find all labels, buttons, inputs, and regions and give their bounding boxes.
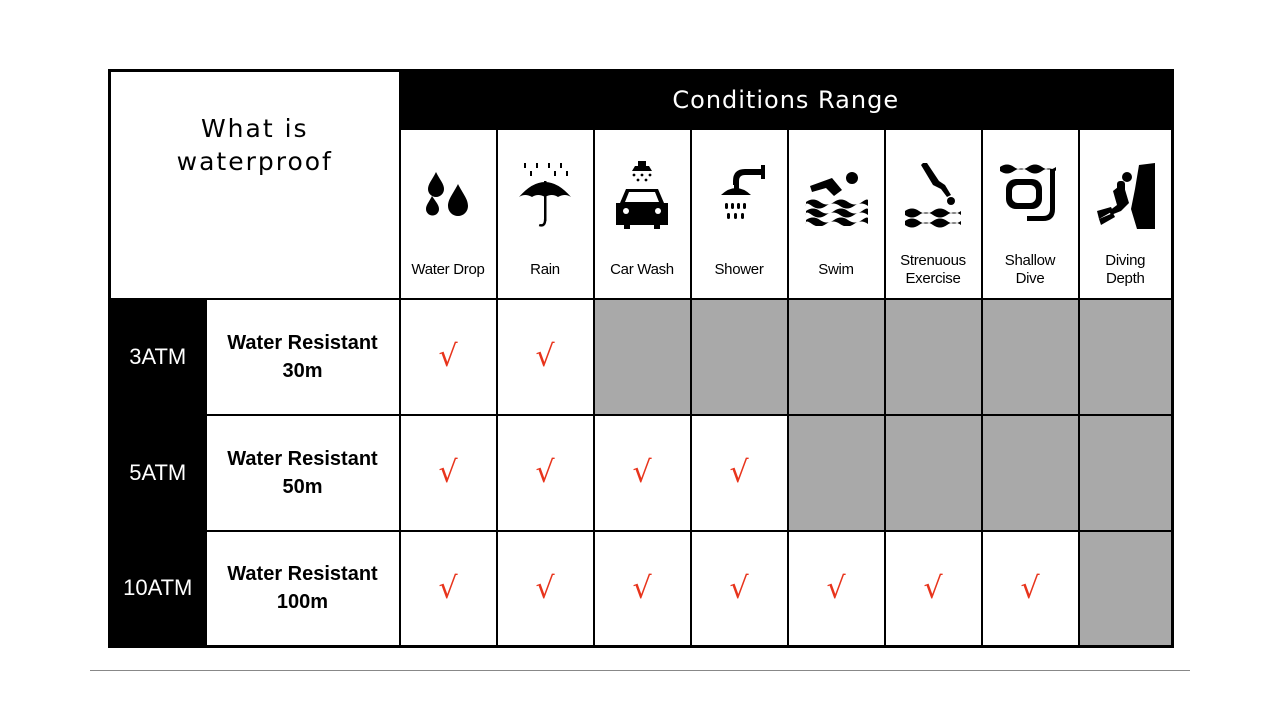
condition-label: Strenuous Exercise xyxy=(900,251,966,287)
check-mark-icon: √ xyxy=(438,339,458,374)
waterproof-rating-table xyxy=(108,69,1174,648)
check-cell xyxy=(691,531,788,647)
condition-label: Diving Depth xyxy=(1105,251,1146,287)
check-cell xyxy=(400,531,497,647)
condition-label: Water Drop xyxy=(411,260,485,278)
unsupported-cell xyxy=(788,299,885,415)
check-mark-icon: √ xyxy=(826,570,846,606)
rating-description-line: Water Resistant xyxy=(227,563,378,586)
check-mark-icon: √ xyxy=(535,455,555,490)
unsupported-cell xyxy=(1079,299,1173,415)
condition-label: Shallow Dive xyxy=(1004,251,1056,287)
unsupported-cell xyxy=(788,415,885,531)
check-mark-icon: √ xyxy=(1020,570,1040,606)
condition-header-car-wash xyxy=(594,129,691,299)
condition-label: Swim xyxy=(818,260,854,278)
check-cell xyxy=(788,531,885,647)
rating-label: 5ATM xyxy=(110,415,206,531)
check-mark-icon: √ xyxy=(632,455,652,490)
water-drop-icon xyxy=(401,161,496,231)
check-mark-icon: √ xyxy=(438,455,458,490)
rating-description-line: 50m xyxy=(282,475,323,498)
unsupported-cell xyxy=(1079,415,1173,531)
unsupported-cell xyxy=(594,299,691,415)
bottom-divider xyxy=(90,670,1190,671)
check-mark-icon: √ xyxy=(535,570,555,606)
check-cell xyxy=(400,415,497,531)
car-wash-icon xyxy=(595,161,690,231)
table-row xyxy=(110,415,1173,531)
scuba-diver-icon xyxy=(1080,161,1172,231)
rating-description xyxy=(206,415,400,531)
unsupported-cell xyxy=(1079,531,1173,647)
condition-header-shower xyxy=(691,129,788,299)
rating-label: 10ATM xyxy=(110,531,206,647)
check-mark-icon: √ xyxy=(438,570,458,606)
check-mark-icon: √ xyxy=(632,570,652,606)
table-title-line: What is xyxy=(200,113,309,143)
rating-description-line: Water Resistant xyxy=(227,447,378,470)
condition-header-strenuous-exercise xyxy=(885,129,982,299)
table-title-line: waterproof xyxy=(176,146,333,176)
check-cell xyxy=(497,299,594,415)
check-cell xyxy=(982,531,1079,647)
diver-jump-icon xyxy=(886,161,981,231)
check-cell xyxy=(885,531,982,647)
condition-label: Shower xyxy=(714,260,764,278)
unsupported-cell xyxy=(885,299,982,415)
condition-header-water-drop xyxy=(400,129,497,299)
unsupported-cell xyxy=(982,299,1079,415)
check-cell xyxy=(594,415,691,531)
rating-description xyxy=(206,531,400,647)
condition-label: Car Wash xyxy=(610,260,674,278)
unsupported-cell xyxy=(982,415,1079,531)
rating-description-line: 100m xyxy=(276,591,329,614)
table-row xyxy=(110,299,1173,415)
check-mark-icon: √ xyxy=(729,570,749,606)
rating-description-line: 30m xyxy=(282,359,323,382)
condition-label: Rain xyxy=(530,260,560,278)
condition-header-shallow-dive xyxy=(982,129,1079,299)
check-mark-icon: √ xyxy=(729,455,749,490)
rating-description-line: Water Resistant xyxy=(227,331,378,354)
conditions-range-header: Conditions Range xyxy=(400,71,1173,129)
condition-header-swim xyxy=(788,129,885,299)
check-cell xyxy=(497,415,594,531)
check-mark-icon: √ xyxy=(923,570,943,606)
unsupported-cell xyxy=(691,299,788,415)
unsupported-cell xyxy=(885,415,982,531)
check-cell xyxy=(691,415,788,531)
table-title xyxy=(110,71,400,299)
check-cell xyxy=(400,299,497,415)
condition-header-diving-depth xyxy=(1079,129,1173,299)
rating-description xyxy=(206,299,400,415)
table-row xyxy=(110,531,1173,647)
rating-label: 3ATM xyxy=(110,299,206,415)
check-cell xyxy=(497,531,594,647)
condition-header-rain xyxy=(497,129,594,299)
swimmer-icon xyxy=(789,161,884,231)
check-cell xyxy=(594,531,691,647)
snorkel-mask-icon xyxy=(983,161,1078,231)
shower-icon xyxy=(692,161,787,231)
umbrella-rain-icon xyxy=(498,161,593,231)
check-mark-icon: √ xyxy=(535,339,555,374)
